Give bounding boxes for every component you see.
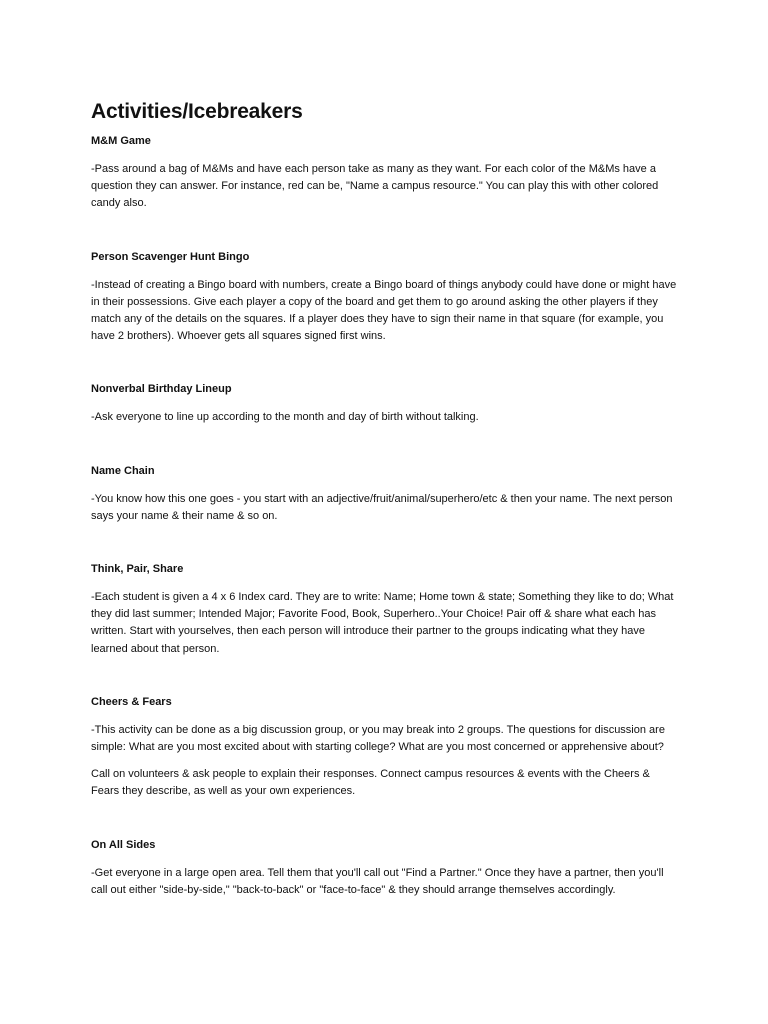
section-on-all-sides: [91, 838, 681, 899]
section-cheers-and-fears: [91, 695, 681, 801]
section-heading: Nonverbal Birthday Lineup: [91, 383, 232, 396]
section-mm-game: [91, 134, 681, 213]
section-paragraph: -Pass around a bag of M&Ms and have each person take as many as they want. For each color of the M&Ms have a question they can answer. For instance, red can be, "Name a campus resource." You can play this with other colored candy also.: [91, 163, 659, 210]
document-page: [91, 98, 681, 899]
section-paragraph: Call on volunteers & ask people to explain their responses. Connect campus resources & events with the Cheers & Fears they describe, as well as your own experiences.: [91, 768, 650, 798]
section-heading: Cheers & Fears: [91, 695, 172, 708]
section-paragraph: -Get everyone in a large open area. Tell them that you'll call out "Find a Partner." Once they have a partner, then you'll call out either "side-by-side," "back-to-back" or "face-to-face" & they should arrange themselves accordingly.: [91, 866, 664, 896]
page-title: Activities/Icebreakers: [91, 100, 303, 123]
section-paragraph: -This activity can be done as a big discussion group, or you may break into 2 groups. The questions for discussion are simple: What are you most excited about with starting college? What are you most concerned or apprehensive about?: [91, 723, 665, 754]
section-paragraph: -Instead of creating a Bingo board with numbers, create a Bingo board of things anybody could have done or might have in their possessions. Give each player a copy of the board and get them to go around asking the other players if they match any of the details on the squares. If a player does they have to sign their name in that square (for example, you have 2 brothers). Whoever gets all squares signed first wins.: [91, 278, 677, 343]
section-paragraph: -Each student is given a 4 x 6 Index card. They are to write: Name; Home town & state; Something they like to do; What they did last summer; Intended Major; Favorite Food, Book, Superhero..Your Choice! Pair off & share what each has written. Start with yourselves, then each person will introduce their partner to the groups indicating what they have learned about that person.: [91, 591, 674, 655]
section-heading: M&M Game: [91, 135, 151, 147]
section-heading: Think, Pair, Share: [91, 563, 184, 576]
section-heading: Person Scavenger Hunt Bingo: [91, 250, 250, 263]
section-name-chain: [91, 464, 681, 525]
section-paragraph: -You know how this one goes - you start with an adjective/fruit/animal/superhero/etc & then your name. The next person says your name & their name & so on.: [91, 492, 673, 522]
section-nonverbal-birthday-lineup: [91, 382, 681, 426]
section-heading: Name Chain: [91, 464, 155, 477]
section-paragraph: -Ask everyone to line up according to the month and day of birth without talking.: [91, 411, 479, 424]
section-think-pair-share: [91, 562, 681, 658]
section-heading: On All Sides: [91, 838, 156, 851]
section-person-scavenger-hunt-bingo: [91, 250, 681, 346]
